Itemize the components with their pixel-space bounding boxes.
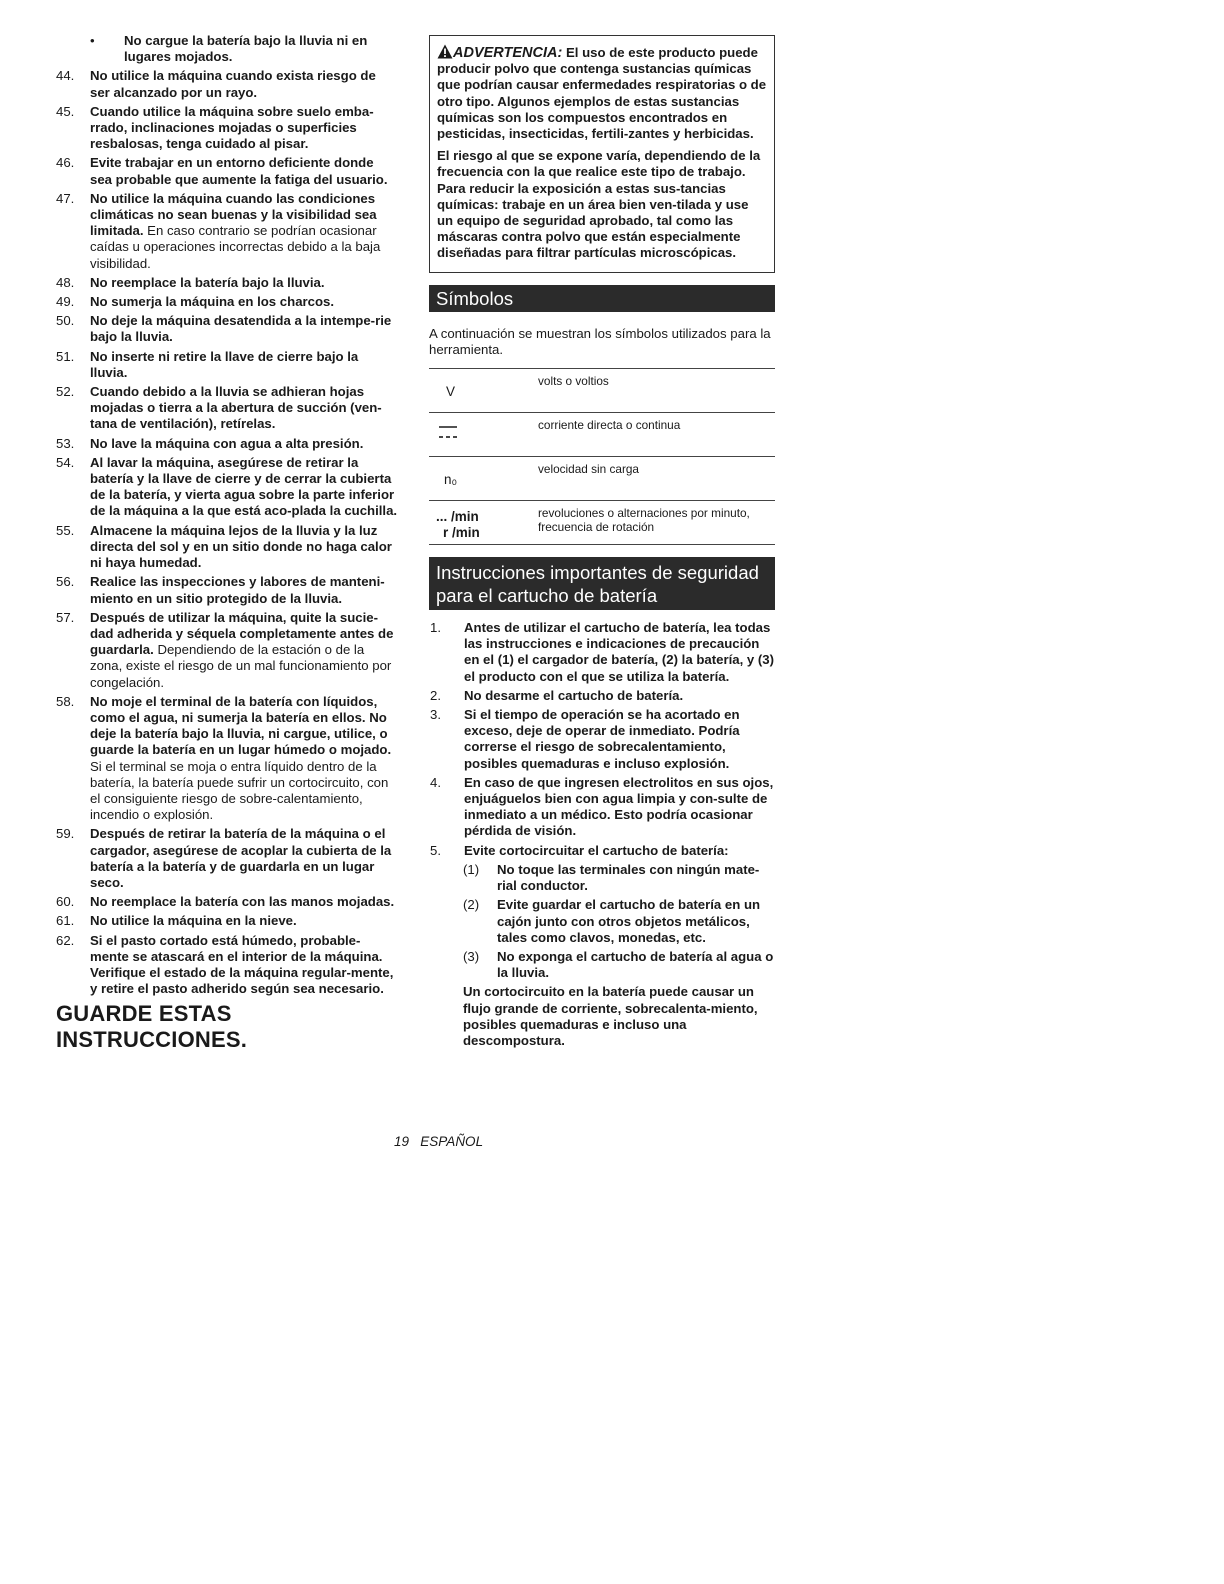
item-normal-text: Dependiendo de la estación o de la zona, existe el riesgo de un mal funcionamiento por congelación. xyxy=(90,642,392,690)
item-number: 45. xyxy=(56,103,75,119)
warning-text-1: El uso de este producto puede producir polvo que contenga sustancias químicas que podrían causar enfermedades respiratorias o de otro tipo. Algunos ejemplos de estas sustancias químicas son los compuestos encontrados en pesticidas, insecticidas, fertili-zantes y herbicidas. xyxy=(437,45,767,142)
item-number: 53. xyxy=(56,435,75,451)
battery-list xyxy=(429,620,775,859)
left-column xyxy=(56,33,398,1053)
page-number: 19 xyxy=(394,1134,410,1149)
table-row xyxy=(429,413,775,457)
sub-item-text: Evite guardar el cartucho de batería en un cajón junto con otros objetos metálicos, tales como clavos, monedas, etc. xyxy=(497,897,761,945)
list-item xyxy=(56,191,398,272)
item-bold-text: No reemplace la batería con las manos mojadas. xyxy=(90,894,395,910)
sub-item-number: (3) xyxy=(463,948,480,964)
item-number: 52. xyxy=(56,384,75,400)
item-bold-text: No deje la máquina desatendida a la intempe-rie bajo la lluvia. xyxy=(90,313,392,345)
sub-item-text: No toque las terminales con ningún mate-rial conductor. xyxy=(497,861,760,894)
list-item xyxy=(429,688,775,704)
item-bold-text: Almacene la máquina lejos de la lluvia y la luz directa del sol y en un sitio donde no haga calor ni haya humedad. xyxy=(90,522,392,571)
item-number: 50. xyxy=(56,313,75,329)
volt-symbol: V xyxy=(446,384,456,400)
symbols-table xyxy=(429,368,775,545)
item-normal-text: En caso contrario se podrían ocasionar caídas u operaciones incorrectas debido a la baja visibilidad. xyxy=(90,223,381,271)
item-bold-text: Si el pasto cortado está húmedo, probable-mente se atascará en el interior de la máquina. Verifique el estado de la máquina regular-mente, y retire el pasto adherido según sea necesario. xyxy=(90,932,394,997)
list-item xyxy=(56,275,398,291)
item-number: 59. xyxy=(56,826,75,842)
save-line-1: GUARDE ESTAS xyxy=(56,1001,232,1027)
list-item xyxy=(56,68,398,100)
symbol-desc: volts o voltios xyxy=(536,369,775,413)
item-number: 48. xyxy=(56,274,75,290)
list-item xyxy=(56,155,398,187)
direct-current-icon xyxy=(439,423,479,453)
item-bold-text: Realice las inspecciones y labores de manteni-miento en un sitio protegido de la lluvia. xyxy=(90,574,385,606)
list-item xyxy=(429,707,775,772)
language-label: ESPAÑOL xyxy=(420,1134,484,1149)
table-row xyxy=(429,369,775,413)
warning-box xyxy=(429,35,775,273)
item-text: Si el tiempo de operación se ha acortado en exceso, deje de operar de inmediato. Podría correrse el riesgo de sobrecalentamiento, posibles quemaduras e incluso explosión. xyxy=(464,707,740,771)
list-item xyxy=(56,913,398,929)
item-number: 2. xyxy=(430,687,441,703)
item-number: 62. xyxy=(56,932,75,948)
item-number: 44. xyxy=(56,68,75,84)
item-bold-text: No moje el terminal de la batería con líquidos, como el agua, ni sumerja la batería en ellos. No deje la batería bajo la lluvia, ni cargue, utilice, o guarde la batería en un lugar húmedo o mojado. xyxy=(90,693,392,758)
item-normal-text: Si el terminal se moja o entra líquido dentro de la batería, la batería puede sufrir un cortocircuito, con el consiguiente riesgo de sobre-calentamiento, incendio o explosión. xyxy=(90,758,389,823)
warning-triangle-icon xyxy=(437,44,453,59)
item-text: Evite cortocircuitar el cartucho de batería: xyxy=(464,842,729,858)
warning-text-2: El riesgo al que se expone varía, dependiendo de la frecuencia con la que realice este tipo de trabajo. Para reducir la exposición a estas sus-tancias químicas: trabaje en un área bien ven-tilada y use un equipo de seguridad aprobado, tal como las máscaras contra polvo que están especialmente diseñadas para filtrar partículas microscópicas. xyxy=(437,148,761,261)
item-bold-text: No utilice la máquina cuando exista riesgo de ser alcanzado por un rayo. xyxy=(90,68,376,100)
item-number: 47. xyxy=(56,190,75,206)
battery-sublist xyxy=(429,862,775,981)
list-item xyxy=(56,826,398,891)
no-load-speed-symbol: n₀ xyxy=(444,472,458,488)
list-item xyxy=(56,894,398,910)
item-bold-text: Al lavar la máquina, asegúrese de retirar la batería y la llave de cierre y de cerrar la cubierta de la batería, y vierta agua sobre la parte inferior de la máquina a la que está aco-plada la cuchilla. xyxy=(90,454,398,519)
item-bold-text: Cuando debido a la lluvia se adhieran hojas mojadas o tierra a la abertura de succión (ven-tana de ventilación), retírelas. xyxy=(90,384,382,432)
item-number: 55. xyxy=(56,522,75,538)
item-bold-text: No inserte ni retire la llave de cierre bajo la lluvia. xyxy=(90,348,359,380)
sub-item-text: No exponga el cartucho de batería al agua o la lluvia. xyxy=(497,948,774,981)
per-minute-symbol: ... /min r /min xyxy=(436,509,480,541)
list-item xyxy=(429,843,775,859)
symbol-desc: velocidad sin carga xyxy=(536,457,775,501)
item-bold-text: No lave la máquina con agua a alta presión. xyxy=(90,435,364,451)
item-text: Antes de utilizar el cartucho de batería, lea todas las instrucciones e indicaciones de precaución en el (1) el cargador de batería, (2) la batería, y (3) el producto con el que se utiliza la batería. xyxy=(464,620,775,684)
list-item xyxy=(429,620,775,685)
list-item xyxy=(56,933,398,998)
item-bold-text: No reemplace la batería bajo la lluvia. xyxy=(90,274,325,290)
item-bold-text: Evite trabajar en un entorno deficiente donde sea probable que aumente la fatiga del usuario. xyxy=(90,155,388,187)
item-bold-text: Después de utilizar la máquina, quite la sucie-dad adherida y séquela completamente antes de guardarla. xyxy=(90,609,394,658)
list-item xyxy=(56,349,398,381)
item-text: En caso de que ingresen electrolitos en sus ojos, enjuáguelos bien con agua limpia y con-sulte de inmediato a un médico. Esto podría ocasionar pérdida de visión. xyxy=(464,774,774,839)
item-number: 46. xyxy=(56,155,75,171)
sub-item-number: (1) xyxy=(463,861,480,877)
item-number: 60. xyxy=(56,894,75,910)
item-number: 3. xyxy=(430,707,441,723)
sub-list-item xyxy=(429,949,775,981)
item-number: 1. xyxy=(430,620,441,636)
list-item xyxy=(56,694,398,824)
item-number: 54. xyxy=(56,454,75,470)
item-bold-text: No utilice la máquina cuando las condiciones climáticas no sean buenas y la visibilidad sea limitada. xyxy=(90,190,377,239)
table-row xyxy=(429,457,775,501)
symbols-intro: A continuación se muestran los símbolos utilizados para la herramienta. xyxy=(429,325,771,357)
item-bold-text: Cuando utilice la máquina sobre suelo emba-rrado, inclinaciones mojadas o superficies resbalosas, tenga cuidado al pisar. xyxy=(90,103,374,152)
item-number: 57. xyxy=(56,609,75,625)
list-item xyxy=(56,610,398,691)
item-number: 4. xyxy=(430,774,441,790)
item-bold-text: Después de retirar la batería de la máquina o el cargador, asegúrese de acoplar la cubierta de la batería a la batería y de guardarla en un lugar seco. xyxy=(90,826,392,890)
list-item xyxy=(56,436,398,452)
list-item: • No cargue la batería bajo la lluvia ni en lugares mojados. xyxy=(90,33,368,65)
item-bold-text: No utilice la máquina en la nieve. xyxy=(90,913,297,929)
list-item xyxy=(429,775,775,840)
right-column xyxy=(429,35,775,1049)
item-number: 61. xyxy=(56,913,75,929)
page-footer xyxy=(394,1134,483,1149)
numbered-list xyxy=(56,68,398,997)
symbols-heading: Símbolos xyxy=(429,285,775,312)
symbol-desc: revoluciones o alternaciones por minuto, frecuencia de rotación xyxy=(536,501,775,545)
list-item xyxy=(56,104,398,153)
warning-title: ADVERTENCIA: xyxy=(453,45,563,61)
item-number: 51. xyxy=(56,348,75,364)
list-item xyxy=(56,574,398,606)
list-item xyxy=(56,313,398,345)
item-number: 56. xyxy=(56,574,75,590)
item-number: 49. xyxy=(56,294,75,310)
short-circuit-note: Un cortocircuito en la batería puede causar un flujo grande de corriente, sobrecalenta-miento, posibles quemaduras e incluso una descompostura. xyxy=(463,984,758,1048)
item-number: 5. xyxy=(430,842,441,858)
save-line-2: INSTRUCCIONES. xyxy=(56,1027,248,1053)
bullet-text: No cargue la batería bajo la lluvia ni en lugares mojados. xyxy=(124,33,368,65)
list-item xyxy=(56,384,398,433)
sub-list-item xyxy=(429,897,775,946)
battery-heading: Instrucciones importantes de seguridad para el cartucho de batería xyxy=(429,557,775,610)
list-item xyxy=(56,294,398,310)
item-text: No desarme el cartucho de batería. xyxy=(464,687,684,703)
table-row xyxy=(429,501,775,545)
save-instructions-heading xyxy=(56,1001,398,1053)
list-item xyxy=(56,523,398,572)
sub-list-item xyxy=(429,862,775,894)
sub-item-number: (2) xyxy=(463,897,480,913)
item-bold-text: No sumerja la máquina en los charcos. xyxy=(90,294,335,310)
list-item xyxy=(56,455,398,520)
symbol-desc: corriente directa o continua xyxy=(536,413,775,457)
item-number: 58. xyxy=(56,693,75,709)
